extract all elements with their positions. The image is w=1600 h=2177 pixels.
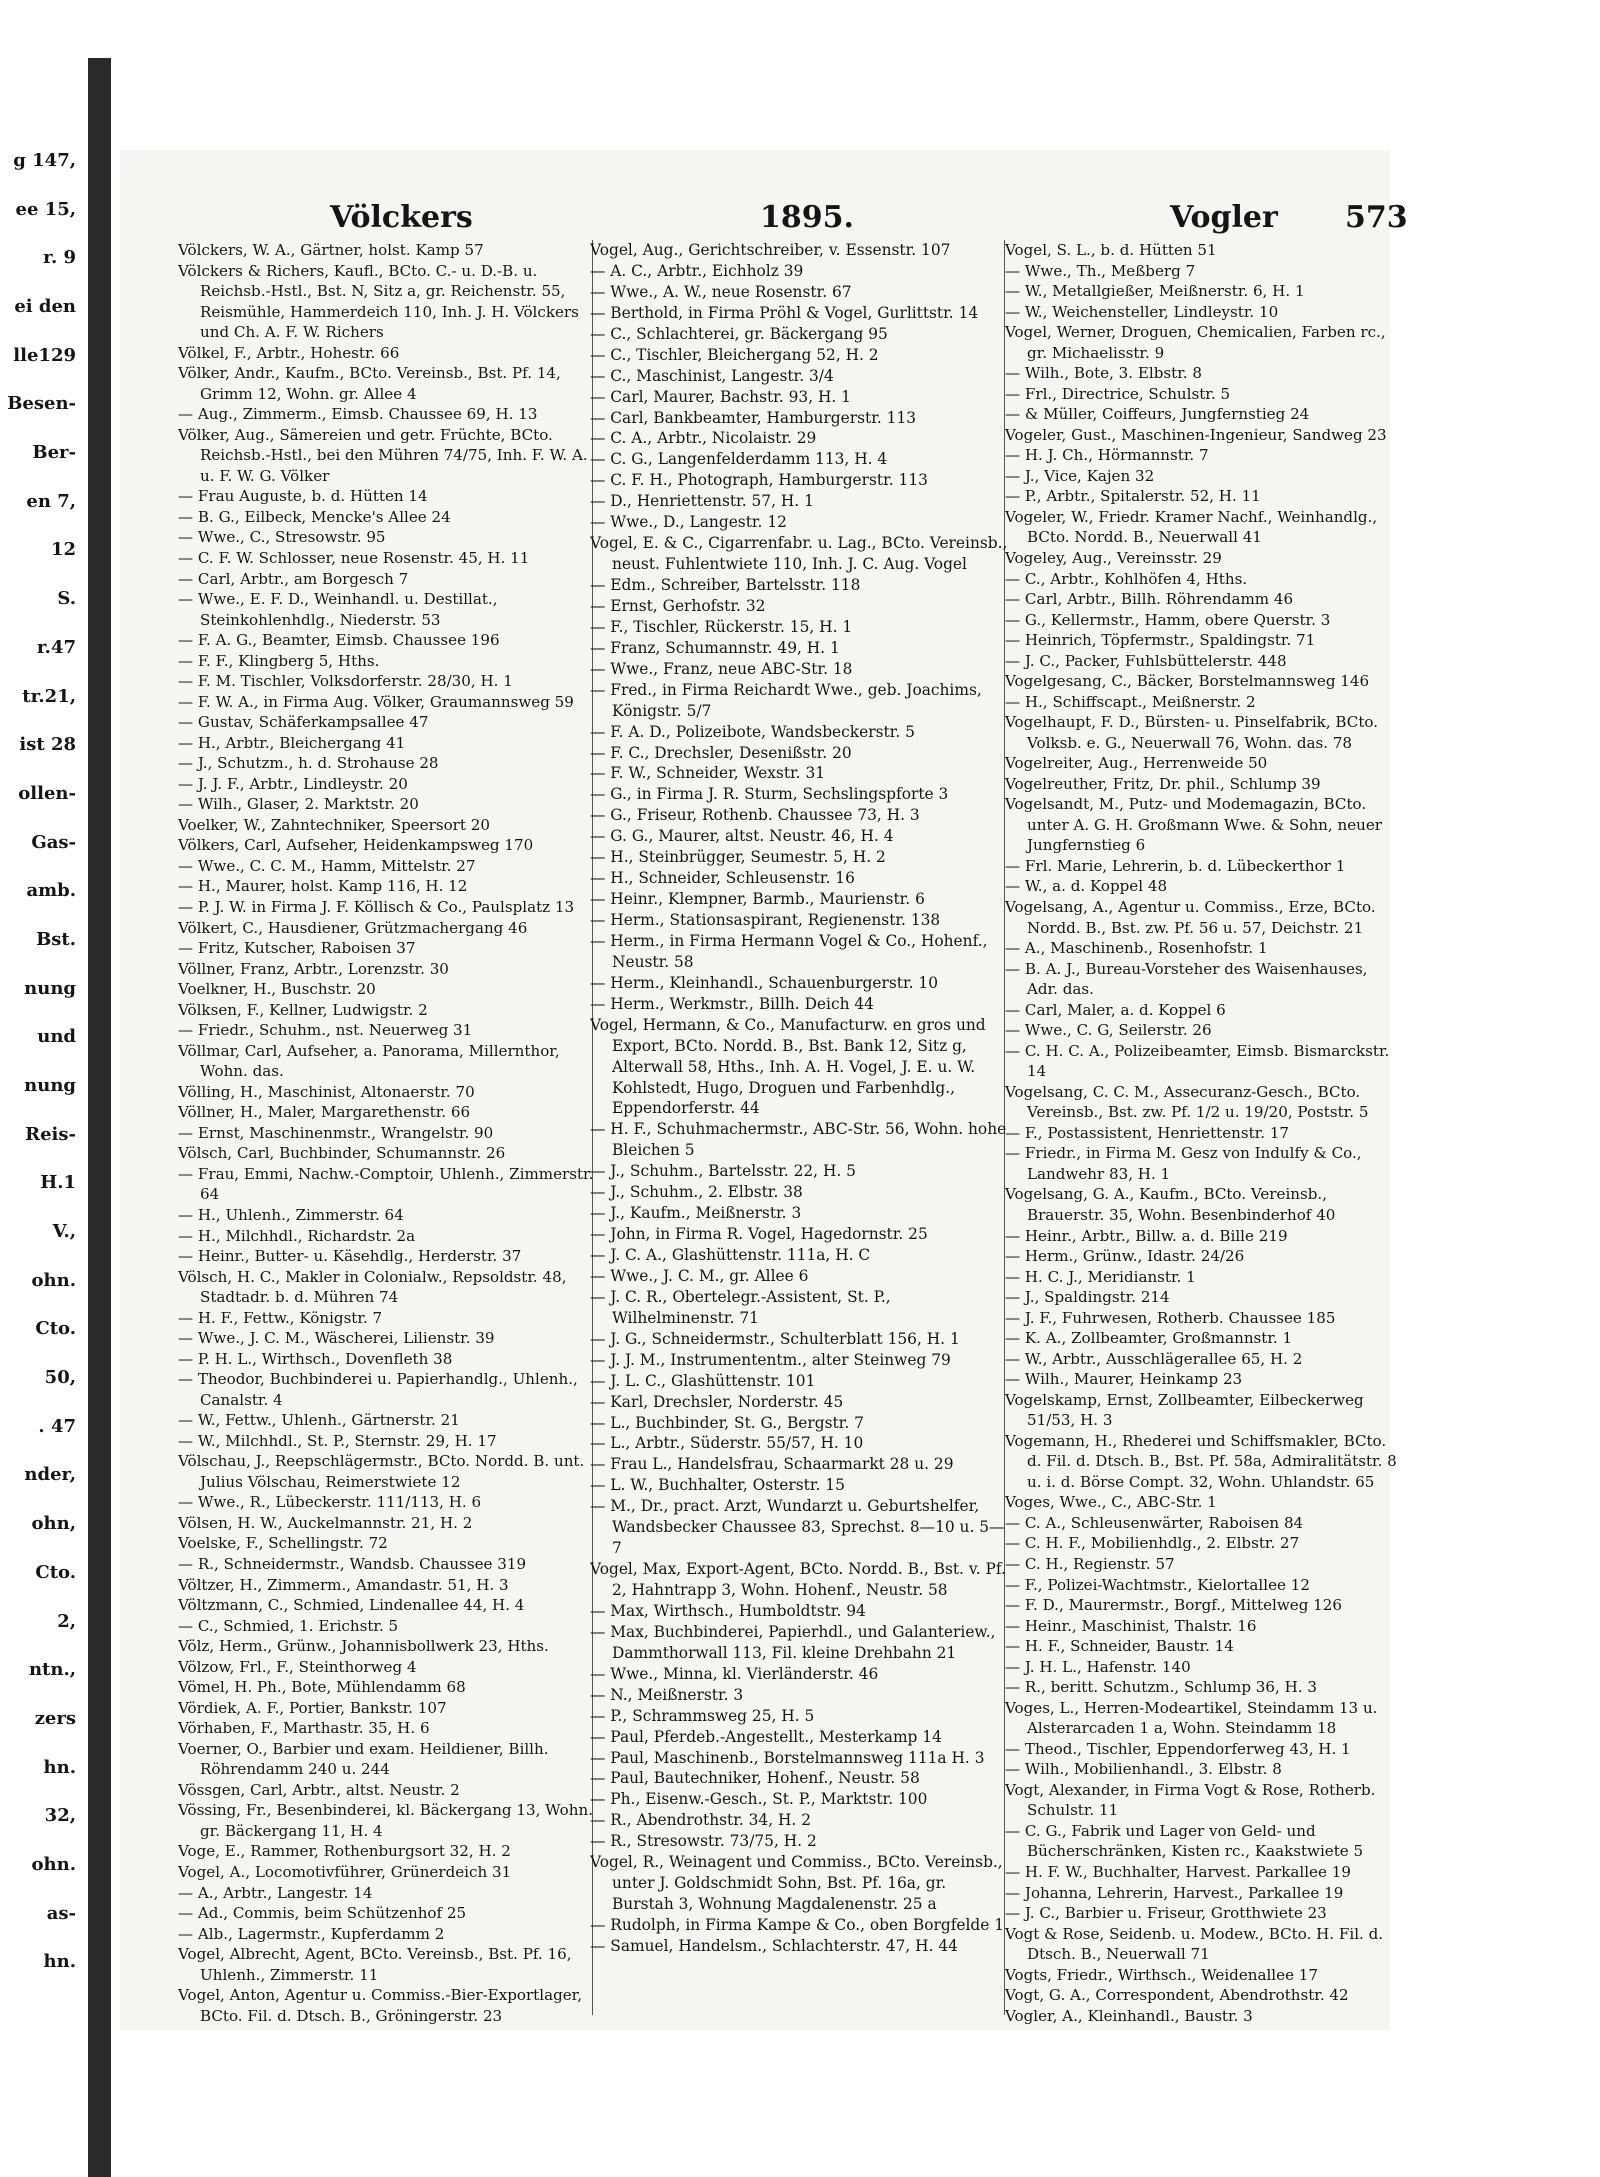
directory-entry: — L. W., Buchhalter, Osterstr. 15 [590,1476,845,1495]
previous-page-fragment: S. [57,588,76,609]
directory-entry: Vogelreiter, Aug., Herrenweide 50 [1005,754,1268,773]
directory-entry: — C. G., Langenfelderdamm 113, H. 4 [590,450,888,469]
directory-entry: Vogel, A., Locomotivführer, Grünerdeich 31 [178,1862,512,1881]
directory-entry: — Ernst, Gerhofstr. 32 [590,596,766,615]
previous-page-fragment: H.1 [40,1172,76,1193]
directory-entry: — Carl, Bankbeamter, Hamburgerstr. 113 [590,408,917,427]
directory-entry: Vogeler, W., Friedr. Kramer Nachf., Weinhandlg., BCto. Nordd. B., Neuerwall 41 [1005,507,1378,547]
directory-entry: — Ph., Eisenw.-Gesch., St. P., Marktstr. 100 [590,1790,928,1809]
previous-page-fragment: 2, [57,1611,76,1632]
previous-page-fragment: g 147, [13,150,76,171]
directory-entry: Völksen, F., Kellner, Ludwigstr. 2 [178,1000,428,1019]
directory-entry: Vogelreuther, Fritz, Dr. phil., Schlump 39 [1005,774,1321,793]
previous-page-fragment: ohn. [31,1854,76,1875]
directory-entry: Vogel, Max, Export-Agent, BCto. Nordd. B., Bst. v. Pf. 2, Hahntrapp 3, Wohn. Hohenf., Neustr. 58 [590,1560,1006,1599]
directory-entry: — Heinr., Maschinist, Thalstr. 16 [1005,1616,1257,1635]
directory-entry: — J., Schuhm., Bartelsstr. 22, H. 5 [590,1162,856,1181]
directory-entry: — F. D., Maurermstr., Borgf., Mittelweg 126 [1005,1596,1342,1615]
previous-page-fragment: . 47 [38,1416,76,1437]
directory-entry: — Ad., Commis, beim Schützenhof 25 [178,1904,467,1923]
directory-entry: — Frau L., Handelsfrau, Schaarmarkt 28 u. 29 [590,1455,954,1474]
directory-entry: — Heinr., Klempner, Barmb., Maurienstr. 6 [590,890,925,909]
running-head-year: 1895. [760,200,854,235]
directory-entry: — H., Milchhdl., Richardstr. 2a [178,1226,416,1245]
previous-page-edge [0,150,78,2030]
previous-page-fragment: V., [52,1221,76,1242]
directory-entry: Völtzmann, C., Schmied, Lindenallee 44, H. 4 [178,1596,525,1615]
directory-entry: Völkel, F., Arbtr., Hohestr. 66 [178,343,400,362]
directory-entry: Voerner, O., Barbier und exam. Heildiener, Billh. Röhrendamm 240 u. 244 [178,1739,549,1779]
directory-entry: — J. J. M., Instrumententm., alter Steinweg 79 [590,1350,951,1369]
directory-entry: Vogelsandt, M., Putz- und Modemagazin, BCto. unter A. G. H. Großmann Wwe. & Sohn, neuer Jungfernstieg 6 [1005,795,1382,855]
directory-entry: — Samuel, Handelsm., Schlachterstr. 47, H. 44 [590,1936,958,1955]
directory-entry: — Herm., Werkmstr., Billh. Deich 44 [590,994,874,1013]
directory-entry: Vogeler, Gust., Maschinen-Ingenieur, Sandweg 23 [1005,425,1387,444]
directory-entry: Vogeley, Aug., Vereinsstr. 29 [1005,548,1222,567]
directory-entry: — Paul, Bautechniker, Hohenf., Neustr. 58 [590,1769,920,1788]
directory-entry: Vömel, H. Ph., Bote, Mühlendamm 68 [178,1678,466,1697]
directory-entry: Völschau, J., Reepschlägermstr., BCto. Nordd. B. unt. Julius Völschau, Reimerstwiete 12 [178,1452,585,1491]
directory-entry: — D., Henriettenstr. 57, H. 1 [590,492,814,511]
directory-entry: Völkers, Carl, Aufseher, Heidenkampsweg 170 [178,836,534,855]
directory-entry: — Gustav, Schäferkampsallee 47 [178,713,429,732]
previous-page-fragment: 12 [50,539,76,560]
directory-entry: — H. J. Ch., Hörmannstr. 7 [1005,446,1209,465]
directory-entry: Voges, Wwe., C., ABC-Str. 1 [1005,1493,1217,1512]
directory-entry: — Friedr., Schuhm., nst. Neuerweg 31 [178,1021,473,1040]
directory-entry: — R., Schneidermstr., Wandsb. Chaussee 319 [178,1555,527,1573]
running-head-left: Völckers [330,200,473,235]
directory-entry: — F. W., Schneider, Wexstr. 31 [590,764,826,783]
directory-entry: — F. A. D., Polizeibote, Wandsbeckerstr. 5 [590,722,915,741]
directory-entry: Vogel, E. & C., Cigarrenfabr. u. Lag., BCto. Vereinsb., neust. Fuhlentwiete 110, Inh. J. C. Aug. Vogel [590,534,1008,574]
directory-entry: — Wwe., C. G, Seilerstr. 26 [1005,1021,1212,1040]
previous-page-fragment: amb. [26,880,76,901]
directory-entry: — W., Milchhdl., St. P., Sternstr. 29, H. 17 [178,1431,497,1450]
directory-entry: — Fritz, Kutscher, Raboisen 37 [178,939,416,958]
directory-entry: — Heinrich, Töpfermstr., Spaldingstr. 71 [1005,631,1316,650]
directory-entry: — H., Maurer, holst. Kamp 116, H. 12 [178,877,468,896]
directory-entry: Völsen, H. W., Auckelmannstr. 21, H. 2 [178,1513,473,1532]
directory-entry: — F. A. G., Beamter, Eimsb. Chaussee 196 [178,631,500,650]
directory-entry: — Max, Wirthsch., Humboldtstr. 94 [590,1601,866,1620]
directory-entry: — W., Fettw., Uhlenh., Gärtnerstr. 21 [178,1411,460,1430]
directory-entry: — H., Steinbrügger, Seumestr. 5, H. 2 [590,848,886,867]
directory-entry: Völtzer, H., Zimmerm., Amandastr. 51, H. 3 [178,1575,509,1594]
previous-page-fragment: ei den [14,296,76,317]
previous-page-fragment: ee 15, [15,199,76,220]
directory-entry: — Johanna, Lehrerin, Harvest., Parkallee 19 [1005,1883,1344,1902]
previous-page-fragment: nder, [24,1464,76,1485]
directory-entry: Voge, E., Rammer, Rothenburgsort 32, H. 2 [178,1842,511,1861]
directory-entry: — Wwe., C., Stresowstr. 95 [178,528,386,547]
previous-page-fragment: ntn., [28,1659,76,1680]
directory-entry: — B. G., Eilbeck, Mencke's Allee 24 [178,507,451,526]
directory-entry: — Carl, Arbtr., am Borgesch 7 [178,569,409,588]
directory-entry: — Karl, Drechsler, Norderstr. 45 [590,1392,844,1411]
directory-entry: — Wwe., Franz, neue ABC-Str. 18 [590,659,853,678]
directory-entry: — L., Buchbinder, St. G., Bergstr. 7 [590,1413,864,1432]
previous-page-fragment: zers [34,1708,76,1729]
directory-entry: Völsch, H. C., Makler in Colonialw., Repsoldstr. 48, Stadtadr. b. d. Mühren 74 [178,1267,567,1307]
directory-entry: — J. G., Schneidermstr., Schulterblatt 156, H. 1 [590,1329,960,1348]
directory-entry: — Carl, Maler, a. d. Koppel 6 [1005,1000,1226,1019]
directory-entry: Vogemann, H., Rhederei und Schiffsmakler, BCto. d. Fil. d. Dtsch. B., Bst. Pf. 58a, Admiralitätstr. 8 u. i. d. Börse Compt. 32, Wohn. Uhlandstr. 65 [1005,1431,1397,1491]
previous-page-fragment: und [37,1026,76,1047]
directory-entry: — C. F. W. Schlosser, neue Rosenstr. 45, H. 11 [178,548,530,567]
directory-entry: — Edm., Schreiber, Bartelsstr. 118 [590,576,861,594]
directory-entry: Vogts, Friedr., Wirthsch., Weidenallee 17 [1005,1965,1319,1984]
running-head [0,200,1600,240]
directory-entry: — H., Schiffscapt., Meißnerstr. 2 [1005,692,1256,711]
directory-entry: — F., Postassistent, Henriettenstr. 17 [1005,1123,1290,1142]
directory-entry: — P., Schrammsweg 25, H. 5 [590,1706,815,1725]
directory-entry: — F. W. A., in Firma Aug. Völker, Graumannsweg 59 [178,692,574,711]
directory-entry: — Herm., Stationsaspirant, Regienenstr. 138 [590,911,941,929]
directory-entry: Völz, Herm., Grünw., Johannisbollwerk 23, Hths. [178,1637,549,1656]
directory-entry: — W., a. d. Koppel 48 [1005,877,1168,896]
directory-entry: Vogelsang, A., Agentur u. Commiss., Erze, BCto. Nordd. B., Bst. zw. Pf. 56 u. 57, Deichstr. 21 [1005,898,1376,937]
directory-entry: — H. F., Fettw., Königstr. 7 [178,1308,383,1327]
previous-page-fragment: tr.21, [22,686,76,707]
directory-entry: — J. L. C., Glashüttenstr. 101 [590,1371,816,1390]
directory-entry: Vössgen, Carl, Arbtr., altst. Neustr. 2 [178,1780,460,1799]
directory-entry: — Theodor, Buchbinderei u. Papierhandlg., Uhlenh., Canalstr. 4 [178,1370,578,1409]
directory-entry: — Wwe., A. W., neue Rosenstr. 67 [590,282,852,301]
directory-entry: Vogler, A., Kleinhandl., Baustr. 3 [1005,2006,1253,2025]
directory-entry: — A., Maschinenb., Rosenhofstr. 1 [1005,939,1268,958]
directory-entry: Völckers & Richers, Kaufl., BCto. C.- u. D.-B. u. Reichsb.-Hstl., Bst. N, Sitz a, gr. Reichenstr. 55, Reismühle, Hammerdeich 110, Inh. J. H. Völckers und Ch. A. F. W. Richers [178,261,579,342]
directory-entry: Vogel, Aug., Gerichtschreiber, v. Essenstr. 107 [590,241,951,259]
directory-entry: — C. A., Arbtr., Nicolaistr. 29 [590,429,817,448]
directory-entry: — P. H. L., Wirthsch., Dovenfleth 38 [178,1349,453,1368]
directory-entry: Vogel, Anton, Agentur u. Commiss.-Bier-Exportlager, BCto. Fil. d. Dtsch. B., Gröningerstr. 23 [178,1986,583,2025]
directory-entry: — H. F., Schneider, Baustr. 14 [1005,1637,1234,1656]
directory-entry: Vogelsang, G. A., Kaufm., BCto. Vereinsb., Brauerstr. 35, Wohn. Besenbinderhof 40 [1005,1185,1336,1224]
directory-entry: — C. H., Regienstr. 57 [1005,1555,1175,1573]
directory-entry: — Herm., in Firma Hermann Vogel & Co., Hohenf., Neustr. 58 [590,931,988,971]
previous-page-fragment: r. 9 [43,247,76,268]
previous-page-fragment: 32, [44,1805,76,1826]
directory-entry: — H. F., Schuhmachermstr., ABC-Str. 56, Wohn. hohe Bleichen 5 [590,1120,1007,1160]
directory-entry: — C., Arbtr., Kohlhöfen 4, Hths. [1005,569,1248,588]
directory-entry: Vogelgesang, C., Bäcker, Borstelmannsweg 146 [1005,672,1370,691]
directory-entry: — N., Meißnerstr. 3 [590,1685,744,1704]
directory-entry: Vörhaben, F., Marthastr. 35, H. 6 [178,1719,430,1738]
directory-entry: Voelker, W., Zahntechniker, Speersort 20 [178,815,490,834]
directory-entry: Völckers, W. A., Gärtner, holst. Kamp 57 [178,241,484,259]
directory-entry: — F., Polizei-Wachtmstr., Kielortallee 12 [1005,1575,1310,1594]
directory-entry: — Herm., Kleinhandl., Schauenburgerstr. 10 [590,973,938,992]
directory-entry: — Wwe., D., Langestr. 12 [590,513,787,532]
directory-entry: — C., Schlachterei, gr. Bäckergang 95 [590,324,888,343]
directory-entry: — J. F., Fuhrwesen, Rotherb. Chaussee 185 [1005,1308,1336,1327]
previous-page-fragment: Reis- [25,1124,76,1145]
previous-page-fragment: ohn, [31,1513,76,1534]
directory-entry: Vogelhaupt, F. D., Bürsten- u. Pinselfabrik, BCto. Volksb. e. G., Neuerwall 76, Wohn. das. 78 [1005,713,1379,752]
previous-page-fragment: Ber- [32,442,76,463]
directory-entry: — J., Kaufm., Meißnerstr. 3 [590,1204,802,1223]
directory-entry: — C. H. C. A., Polizeibeamter, Eimsb. Bismarckstr. 14 [1005,1041,1390,1081]
directory-entry: — Wwe., J. C. M., gr. Allee 6 [590,1266,809,1285]
previous-page-fragment: as- [46,1903,76,1924]
directory-entry: — C. A., Schleusenwärter, Raboisen 84 [1005,1513,1304,1532]
directory-entry: — Theod., Tischler, Eppendorferweg 43, H. 1 [1005,1739,1351,1758]
previous-page-fragment: r.47 [36,637,76,658]
previous-page-fragment: en 7, [26,491,76,512]
directory-entry: — M., Dr., pract. Arzt, Wundarzt u. Geburtshelfer, Wandsbecker Chaussee 83, Sprechst. 8—10 u. 5—7 [590,1497,1005,1558]
directory-entry: — Fred., in Firma Reichardt Wwe., geb. Joachims, Königstr. 5/7 [590,680,982,720]
directory-entry: — B. A. J., Bureau-Vorsteher des Waisenhauses, Adr. das. [1005,959,1368,999]
previous-page-fragment: Bst. [36,929,76,950]
directory-entry: Vogt & Rose, Seidenb. u. Modew., BCto. H. Fil. d. Dtsch. B., Neuerwall 71 [1005,1924,1384,1964]
page-number: 573 [1345,200,1408,235]
directory-entry: — Paul, Maschinenb., Borstelmannsweg 111a H. 3 [590,1748,985,1767]
directory-entry: — C. F. H., Photograph, Hamburgerstr. 113 [590,471,928,490]
directory-entry: — John, in Firma R. Vogel, Hagedornstr. 25 [590,1225,928,1244]
previous-page-fragment: 50, [44,1367,76,1388]
directory-entry: Völling, H., Maschinist, Altonaerstr. 70 [178,1082,475,1101]
directory-entry: — Wwe., Th., Meßberg 7 [1005,261,1196,280]
directory-entry: — W., Metallgießer, Meißnerstr. 6, H. 1 [1005,282,1305,301]
directory-entry: — J. C. A., Glashüttenstr. 111a, H. C [590,1246,871,1264]
directory-entry: — Wwe., C. C. M., Hamm, Mittelstr. 27 [178,856,476,875]
directory-entry: — Wwe., Minna, kl. Vierländerstr. 46 [590,1664,879,1683]
directory-entry: — F., Tischler, Rückerstr. 15, H. 1 [590,617,853,636]
directory-entry: — H., Uhlenh., Zimmerstr. 64 [178,1205,404,1224]
directory-entry: — Wwe., J. C. M., Wäscherei, Lilienstr. 39 [178,1329,495,1348]
directory-entry: — Carl, Arbtr., Billh. Röhrendamm 46 [1005,590,1294,609]
directory-entry: — Frau Auguste, b. d. Hütten 14 [178,487,428,506]
previous-page-fragment: ist 28 [19,734,76,755]
directory-entry: — H., Arbtr., Bleichergang 41 [178,733,406,752]
directory-entry: — Frau, Emmi, Nachw.-Comptoir, Uhlenh., Zimmerstr. 64 [178,1164,594,1204]
previous-page-fragment: ollen- [18,783,76,804]
directory-column-2 [590,240,1008,2030]
directory-entry: — L., Arbtr., Süderstr. 55/57, H. 10 [590,1434,864,1453]
directory-entry: — R., beritt. Schutzm., Schlump 36, H. 3 [1005,1678,1317,1697]
directory-entry: Vördiek, A. F., Portier, Bankstr. 107 [178,1698,447,1717]
previous-page-fragment: ohn. [31,1270,76,1291]
directory-entry: Völlner, H., Maler, Margarethenstr. 66 [178,1103,471,1122]
directory-entry: — C., Schmied, 1. Erichstr. 5 [178,1616,399,1635]
previous-page-fragment: Gas- [31,832,76,853]
directory-entry: — J. C. R., Obertelegr.-Assistent, St. P., Wilhelminenstr. 71 [590,1287,891,1327]
directory-entry: Voelske, F., Schellingstr. 72 [178,1534,388,1553]
directory-entry: Völzow, Frl., F., Steinthorweg 4 [178,1657,417,1676]
directory-entry: — Paul, Pferdeb.-Angestellt., Mesterkamp 14 [590,1727,942,1746]
binding-shadow [88,58,111,2177]
previous-page-fragment: Besen- [7,393,76,414]
directory-entry: — A., Arbtr., Langestr. 14 [178,1883,373,1902]
directory-entry: — K. A., Zollbeamter, Großmannstr. 1 [1005,1329,1293,1348]
directory-entry: — J. H. L., Hafenstr. 140 [1005,1657,1191,1676]
directory-entry: — F. F., Klingberg 5, Hths. [178,651,380,670]
directory-entry: Vogel, Hermann, & Co., Manufacturw. en gros und Export, BCto. Nordd. B., Bst. Bank 12, Sitz g, Alterwall 58, Hths., Inh. A. H. Vogel, J. E. u. W. Kohlstedt, Hugo, Droguen und Farbenhdlg., Eppendorferstr. 44 [590,1015,986,1118]
directory-entry: — Wilh., Glaser, 2. Marktstr. 20 [178,795,419,814]
directory-entry: — Wwe., E. F. D., Weinhandl. u. Destillat., Steinkohlenhdlg., Niederstr. 53 [178,590,498,629]
directory-entry: — C. G., Fabrik und Lager von Geld- und Bücherschränken, Kisten rc., Kaakstwiete 5 [1005,1821,1364,1861]
previous-page-fragment: hn. [43,1757,76,1778]
directory-entry: — Alb., Lagermstr., Kupferdamm 2 [178,1924,445,1943]
directory-entry: — C., Tischler, Bleichergang 52, H. 2 [590,345,879,364]
directory-entry: — G., Kellermstr., Hamm, obere Querstr. 3 [1005,610,1331,629]
directory-entry: — Rudolph, in Firma Kampe & Co., oben Borgfelde 1 [590,1916,1005,1934]
directory-entry: — F. C., Drechsler, Desenißstr. 20 [590,743,852,762]
directory-entry: — C., Maschinist, Langestr. 3/4 [590,366,834,385]
directory-entry: — R., Stresowstr. 73/75, H. 2 [590,1832,817,1851]
directory-entry: Vogelskamp, Ernst, Zollbeamter, Eilbeckerweg 51/53, H. 3 [1005,1390,1364,1430]
directory-entry: Vogt, Alexander, in Firma Vogt & Rose, Rotherb. Schulstr. 11 [1005,1780,1376,1820]
directory-entry: Völsch, Carl, Buchbinder, Schumannstr. 26 [178,1144,506,1163]
directory-entry: Vogel, S. L., b. d. Hütten 51 [1005,241,1217,259]
directory-entry: — G., in Firma J. R. Sturm, Sechslingspforte 3 [590,785,949,804]
previous-page-fragment: hn. [43,1951,76,1972]
previous-page-fragment: Cto. [35,1318,76,1339]
directory-entry: Völker, Aug., Sämereien und getr. Früchte, BCto. Reichsb.-Hstl., bei den Mühren 74/75, Inh. F. W. A. u. F. W. G. Völker [178,425,588,485]
directory-entry: — Herm., Grünw., Idastr. 24/26 [1005,1247,1245,1266]
directory-entry: Völkert, C., Hausdiener, Grützmachergang 46 [178,918,528,937]
directory-entry: — H. F. W., Buchhalter, Harvest. Parkallee 19 [1005,1862,1351,1881]
directory-entry: — P. J. W. in Firma J. F. Köllisch & Co., Paulsplatz 13 [178,898,575,916]
directory-entry: — R., Abendrothstr. 34, H. 2 [590,1811,812,1830]
directory-entry: — C. H. F., Mobilienhdlg., 2. Elbstr. 27 [1005,1534,1300,1553]
directory-entry: — Berthold, in Firma Pröhl & Vogel, Gurlittstr. 14 [590,303,979,322]
directory-entry: — Friedr., in Firma M. Gesz von Indulfy & Co., Landwehr 83, H. 1 [1005,1144,1362,1183]
directory-entry: — Wilh., Bote, 3. Elbstr. 8 [1005,364,1202,383]
directory-entry: Vogel, Albrecht, Agent, BCto. Vereinsb., Bst. Pf. 16, Uhlenh., Zimmerstr. 11 [178,1945,572,1984]
directory-entry: — H. C. J., Meridianstr. 1 [1005,1267,1196,1286]
directory-entry: — J., Schutzm., h. d. Strohause 28 [178,754,439,773]
directory-entry: — W., Arbtr., Ausschlägerallee 65, H. 2 [1005,1349,1303,1368]
directory-entry: — Heinr., Arbtr., Billw. a. d. Bille 219 [1005,1226,1288,1245]
directory-entry: Vogt, G. A., Correspondent, Abendrothstr. 42 [1005,1986,1349,2005]
previous-page-fragment: nung [24,1075,76,1096]
directory-entry: — J., Spaldingstr. 214 [1005,1288,1170,1307]
directory-entry: — J. C., Packer, Fuhlsbüttelerstr. 448 [1005,651,1287,670]
directory-entry: — W., Weichensteller, Lindleystr. 10 [1005,302,1279,321]
directory-column-1 [178,240,594,2030]
directory-entry: — Wilh., Mobilienhandl., 3. Elbstr. 8 [1005,1760,1282,1779]
previous-page-fragment: nung [24,978,76,999]
directory-entry: — Wwe., R., Lübeckerstr. 111/113, H. 6 [178,1493,482,1512]
directory-entry: Vogelsang, C. C. M., Assecuranz-Gesch., BCto. Vereinsb., Bst. zw. Pf. 1/2 u. 19/20, Poststr. 5 [1005,1082,1369,1122]
directory-entry: — J. J. F., Arbtr., Lindleystr. 20 [178,774,408,793]
directory-entry: — Max, Buchbinderei, Papierhdl., und Galanteriew., Dammthorwall 113, Fil. kleine Drehbahn 21 [590,1622,996,1662]
directory-entry: — P., Arbtr., Spitalerstr. 52, H. 11 [1005,487,1261,506]
directory-entry: — Carl, Maurer, Bachstr. 93, H. 1 [590,387,851,406]
directory-entry: — Heinr., Butter- u. Käsehdlg., Herderstr. 37 [178,1247,522,1266]
directory-entry: Vössing, Fr., Besenbinderei, kl. Bäckergang 13, Wohn. gr. Bäckergang 11, H. 4 [178,1801,593,1840]
directory-entry: — G., Friseur, Rothenb. Chaussee 73, H. 3 [590,806,920,825]
running-head-right: Vogler [1170,200,1278,235]
directory-entry: Voges, L., Herren-Modeartikel, Steindamm 13 u. Alsterarcaden 1 a, Wohn. Steindamm 18 [1005,1698,1378,1738]
directory-entry: — Franz, Schumannstr. 49, H. 1 [590,638,840,657]
directory-entry: — & Müller, Coiffeurs, Jungfernstieg 24 [1005,405,1310,424]
directory-entry: — J., Vice, Kajen 32 [1005,466,1155,485]
directory-entry: — Frl. Marie, Lehrerin, b. d. Lübeckerthor 1 [1005,856,1346,875]
directory-entry: — Frl., Directrice, Schulstr. 5 [1005,384,1231,403]
directory-entry: Völlner, Franz, Arbtr., Lorenzstr. 30 [178,959,449,978]
directory-entry: — F. M. Tischler, Volksdorferstr. 28/30, H. 1 [178,672,513,691]
directory-entry: — Ernst, Maschinenmstr., Wrangelstr. 90 [178,1123,494,1142]
directory-entry: — H., Schneider, Schleusenstr. 16 [590,869,855,888]
directory-entry: Voelkner, H., Buschstr. 20 [178,980,376,999]
directory-entry: — J. C., Barbier u. Friseur, Grotthwiete 23 [1005,1904,1327,1923]
directory-entry: — Aug., Zimmerm., Eimsb. Chaussee 69, H. 13 [178,405,538,424]
directory-entry: — J., Schuhm., 2. Elbstr. 38 [590,1183,803,1202]
directory-entry: — Wilh., Maurer, Heinkamp 23 [1005,1370,1243,1389]
directory-entry: Vogel, Werner, Droguen, Chemicalien, Farben rc., gr. Michaelisstr. 9 [1005,323,1386,362]
directory-entry: — G. G., Maurer, altst. Neustr. 46, H. 4 [590,827,894,846]
directory-entry: Vogel, R., Weinagent und Commiss., BCto. Vereinsb., unter J. Goldschmidt Sohn, Bst. Pf. 16a, gr. Burstah 3, Wohnung Magdalenenstr. 25 a [590,1853,1003,1914]
directory-entry: Völker, Andr., Kaufm., BCto. Vereinsb., Bst. Pf. 14, Grimm 12, Wohn. gr. Allee 4 [178,364,561,403]
directory-column-3 [1005,240,1403,2030]
directory-entry: — A. C., Arbtr., Eichholz 39 [590,261,804,280]
previous-page-fragment: Cto. [35,1562,76,1583]
previous-page-fragment: lle129 [13,345,76,366]
directory-entry: Völlmar, Carl, Aufseher, a. Panorama, Millernthor, Wohn. das. [178,1041,560,1081]
